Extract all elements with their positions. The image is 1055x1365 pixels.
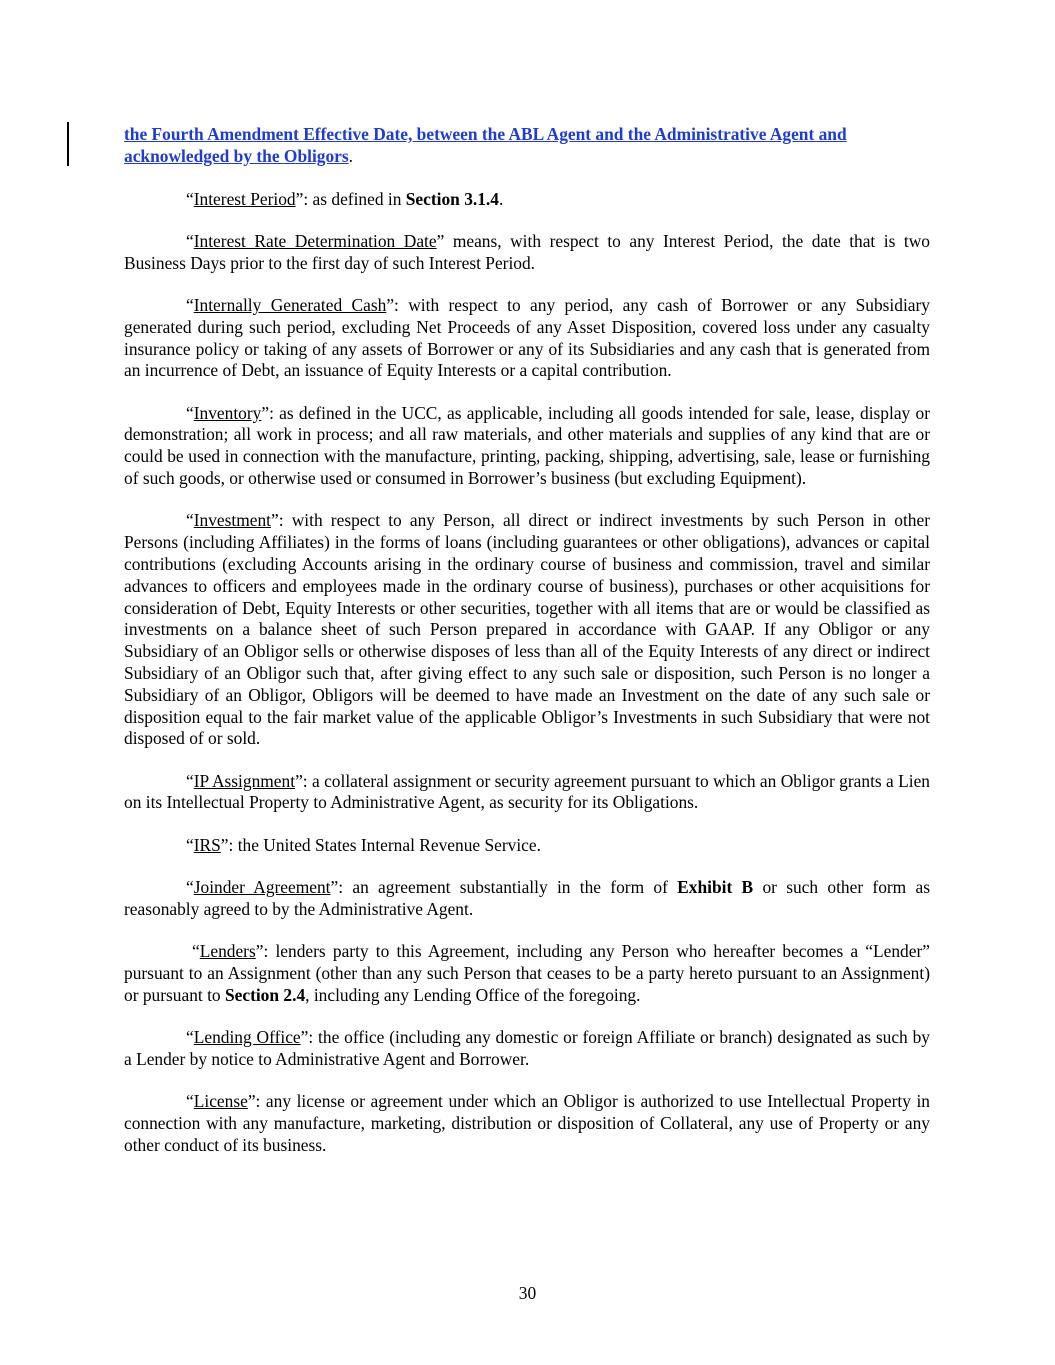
open-quote: “ xyxy=(186,230,194,251)
open-quote: “ xyxy=(186,1027,194,1047)
definition-tail: or such other form as reasonably agreed to by the Administrative Agent. xyxy=(124,877,930,919)
definition-text: ”: a collateral assignment or security agreement pursuant to which an Obligor grants a Lien on its Intellectual Property to Administrative Agent, as security for its Obligations. xyxy=(124,770,931,813)
open-quote: “ xyxy=(186,877,194,898)
definition-text: ”: with respect to any period, any cash of Borrower or any Subsidiary generated during such period, excluding Net Proceeds of any Asset Disposition, covered loss under any casualty insurance policy or taking of any assets of Borrower or any of its Subsidiaries and any cash that is generated from an incurrence of Debt, an issuance of Equity Interests or a capital contribution. xyxy=(124,294,930,381)
defined-term: Investment xyxy=(193,510,272,531)
definition-investment xyxy=(124,510,930,750)
defined-term: Lending Office xyxy=(193,1027,301,1047)
definition-text: ” means, with respect to any Interest Period, the date that is two Business Days prior to the first day of such Interest Period. xyxy=(124,230,930,273)
definition-text: ”: lenders party to this Agreement, including any Person who hereafter becomes a “Lender” pursuant to an Assignment (other than any such Person that ceases to be a party hereto pursuant to an Assignment) or pursuant to xyxy=(124,941,930,1005)
open-quote: “ xyxy=(186,1091,194,1112)
defined-term: Lenders xyxy=(199,941,256,962)
open-quote: “ xyxy=(186,510,194,531)
definition-joinder-agreement xyxy=(124,877,930,921)
definition-ip-assignment xyxy=(124,771,930,815)
definition-text: ”: the United States Internal Revenue Service. xyxy=(220,834,541,855)
definition-irs xyxy=(124,835,930,857)
open-quote: “ xyxy=(186,188,194,209)
open-quote: “ xyxy=(186,402,194,423)
definition-license xyxy=(124,1091,930,1156)
section-reference: Section 2.4 xyxy=(224,984,306,1005)
defined-term: Interest Rate Determination Date xyxy=(193,230,437,251)
definition-tail: , including any Lending Office of the foregoing. xyxy=(305,984,641,1005)
definition-text: ”: with respect to any Person, all direct or indirect investments by such Person in other Persons (including Affiliates) in the forms of loans (including guarantees or other obligations), advances or capital contributions (excluding Accounts arising in the ordinary course of business and commission, travel and similar advances to officers and employees made in the ordinary course of business), purchases or other acquisitions for consideration of Debt, Equity Interests or other securities, together with all items that are or would be classified as investments on a balance sheet of such Person prepared in accordance with GAAP. If any Obligor or any Subsidiary of an Obligor sells or otherwise disposes of less than all of the Equity Interests of any direct or indirect Subsidiary of an Obligor such that, after giving effect to any such sale or disposition, such Person is no longer a Subsidiary of an Obligor, Obligors will be deemed to have made an Investment on the date of any such sale or disposition equal to the fair market value of the applicable Obligor’s Investments in such Subsidiary that were not disposed of or sold. xyxy=(124,510,930,749)
definition-internally-generated-cash xyxy=(124,295,930,382)
definition-tail: . xyxy=(498,188,504,209)
definition-interest-rate-determination-date xyxy=(124,231,930,275)
definition-text: ”: an agreement substantially in the form of xyxy=(330,877,678,898)
definition-lenders xyxy=(124,941,930,1006)
page-body xyxy=(124,124,930,1177)
open-quote: “ xyxy=(186,770,194,791)
definition-text: ”: as defined in xyxy=(295,188,406,209)
lead-paragraph xyxy=(124,124,930,168)
section-reference: Section 3.1.4 xyxy=(405,188,499,209)
inserted-text: the Fourth Amendment Effective Date, between the ABL Agent and the Administrative Agent and acknowledged by the Obligors xyxy=(124,124,847,166)
defined-term: License xyxy=(193,1091,248,1112)
lead-tail: . xyxy=(348,145,354,166)
open-quote: “ xyxy=(186,294,194,315)
open-quote: “ xyxy=(186,834,194,855)
definition-inventory xyxy=(124,403,930,490)
open-quote: “ xyxy=(192,941,200,962)
definition-lending-office xyxy=(124,1027,930,1071)
revision-change-bar xyxy=(67,122,69,166)
defined-term: Interest Period xyxy=(193,188,296,209)
definition-text: ”: the office (including any domestic or foreign Affiliate or branch) designated as such by a Lender by notice to Administrative Agent and Borrower. xyxy=(124,1027,930,1069)
defined-term: IRS xyxy=(193,834,221,855)
definition-text: ”: as defined in the UCC, as applicable, including all goods intended for sale, lease, display or demonstration; all work in process; and all raw materials, and other materials and supplies of any kind that are or could be used in connection with the manufacture, printing, packing, shipping, advertising, sale, lease or furnishing of such goods, or otherwise used or consumed in Borrower’s business (but excluding Equipment). xyxy=(124,402,930,489)
page-number: 30 xyxy=(518,1283,537,1303)
exhibit-reference: Exhibit B xyxy=(677,877,754,898)
defined-term: Internally Generated Cash xyxy=(193,294,387,315)
defined-term: IP Assignment xyxy=(193,770,296,791)
definition-text: ”: any license or agreement under which an Obligor is authorized to use Intellectual Property in connection with any manufacture, marketing, distribution or disposition of Collateral, any use of Property or any other conduct of its business. xyxy=(124,1091,930,1155)
defined-term: Inventory xyxy=(193,402,262,423)
defined-term: Joinder Agreement xyxy=(193,877,331,898)
definition-interest-period xyxy=(124,189,930,211)
